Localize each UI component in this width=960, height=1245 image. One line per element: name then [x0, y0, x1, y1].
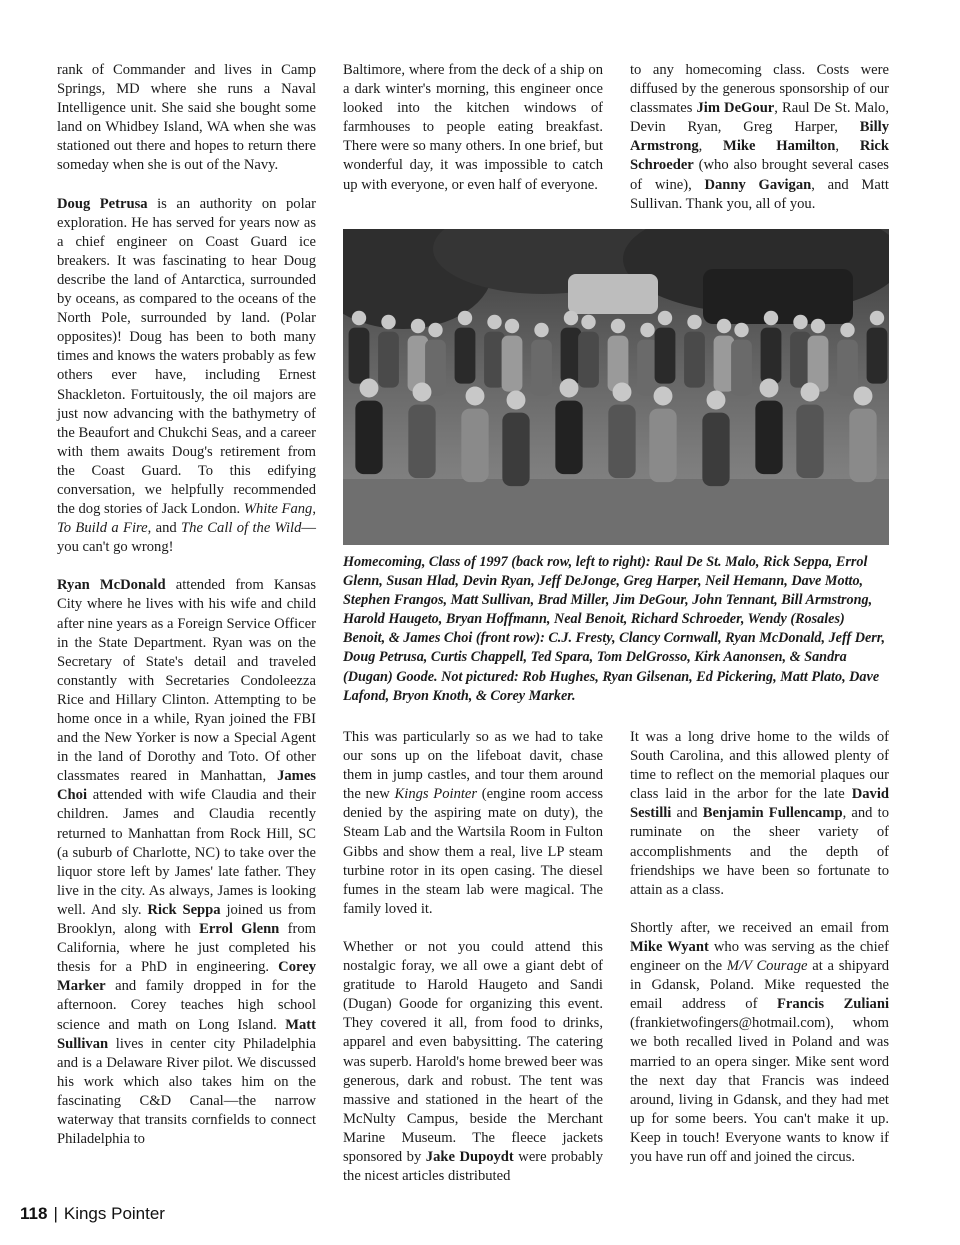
paragraph-text: attended with wife Claudia and their children. James and Claudia recently returned to Manhattan from Rock Hill, SC (a suburb of Charlotte, NC) to take over the liquor store left by James' late father. They live in the city. As always, James is looking well. And sly.	[57, 787, 316, 918]
paragraph-text: ,	[698, 138, 724, 155]
person-name: Danny Gavigan	[704, 176, 812, 193]
person-name: Ryan McDonald	[57, 577, 166, 594]
paragraph-text: , Raul De St. Malo, Devin Ryan, Greg Harper,	[630, 100, 889, 136]
publication-name: Kings Pointer	[63, 1204, 165, 1223]
person-figure-body	[502, 413, 529, 487]
person-figure-head	[707, 391, 726, 410]
person-figure-head	[793, 315, 807, 329]
paragraph-text: who was serving as the chief engineer on the	[630, 938, 889, 975]
footer-separator: |	[53, 1204, 58, 1223]
person-figure-head	[458, 311, 472, 325]
book-title: The Call of the Wild	[181, 520, 302, 537]
right-column-top	[630, 61, 889, 214]
person-figure-body	[649, 409, 676, 483]
paragraph-text: and family dropped in for the afternoon. Corey teaches high school science and math on Long Island.	[57, 978, 316, 1033]
person-figure-body	[455, 328, 476, 384]
paragraph-text: attended from Kansas City where he lives with his wife and child after nine years as a Foreign Service Officer in the State Department. Ryan was on the Secretary of State's detail and traveled constantly with Secretaries Condoleezza Rice and Hillary Clinton. Attempting to be home once in a while, Ryan joined the FBI and the New Yorker is now a Special Agent in the land of Dorothy and Toto. Of other classmates reared in Manhattan,	[57, 577, 316, 785]
person-figure-body	[796, 405, 823, 479]
person-name: Billy Armstrong	[630, 119, 889, 155]
person-figure-head	[360, 379, 379, 398]
paragraph-text: Shortly after, we received an email from	[630, 919, 889, 936]
person-name: Errol Glenn	[199, 921, 280, 938]
person-figure-head	[801, 383, 820, 402]
paragraph-text: lives in center city Philadelphia and is a Delaware River pilot. We discussed his work which also takes him on the fascinating C&D Canal—the narrow waterway that transits cornfields to connect Philadelphia to	[57, 1035, 316, 1148]
page-number: 118	[20, 1204, 48, 1223]
article-paragraph	[630, 919, 889, 1167]
article-paragraph	[630, 61, 889, 214]
person-figure-body	[755, 401, 782, 475]
paragraph-text: at a shipyard in Gdansk, Poland. Mike requested the email address of	[630, 958, 889, 1013]
article-paragraph	[343, 728, 603, 919]
article-paragraph	[57, 576, 316, 1149]
left-column	[57, 61, 316, 1149]
caption-lead: Homecoming, Class of 1997 (back row, left to right):	[343, 554, 651, 570]
person-figure-head	[717, 319, 731, 333]
person-figure-head	[411, 319, 425, 333]
person-name: Rick Seppa	[147, 901, 221, 918]
article-paragraph	[343, 938, 603, 1186]
person-name: Rick Schroeder	[630, 138, 890, 174]
ship-name: M/V Courage	[726, 958, 808, 975]
person-figure-head	[352, 311, 366, 325]
person-name: Benjamin Fullencamp	[702, 805, 843, 822]
person-figure-body	[531, 340, 552, 396]
person-name: Mike Wyant	[630, 938, 709, 955]
article-paragraph	[57, 61, 316, 176]
person-figure-body	[849, 409, 876, 483]
person-figure-body	[555, 401, 582, 475]
person-figure-head	[687, 315, 701, 329]
person-figure-body	[378, 332, 399, 388]
paragraph-text: to any homecoming class. Costs were diffused by the generous sponsorship of our classmates	[630, 62, 889, 117]
person-figure-head	[611, 319, 625, 333]
paragraph-text: Baltimore, where from the deck of a ship on a dark winter's morning, this engineer once looked into the kitchen windows of farmhouses to people eating breakfast. There were so many others. In one brief, but wonderful day, it was impossible to catch up with everyone, or even half of everyone.	[343, 62, 603, 193]
person-figure-head	[428, 323, 442, 337]
person-figure-body	[731, 340, 752, 396]
paragraph-text: , and to ruminate on the sheer variety of accomplishments and the depth of friendships we have been so fortunate to attain as a class.	[630, 805, 890, 898]
person-figure-body	[408, 405, 435, 479]
group-photo-illustration	[343, 229, 889, 545]
photo-caption	[343, 553, 889, 706]
person-figure-head	[854, 387, 873, 406]
person-figure-head	[413, 383, 432, 402]
paragraph-text: , and Matt Sullivan. Thank you, all of you.	[630, 176, 889, 212]
paragraph-text: —you can't go wrong!	[57, 520, 316, 556]
person-figure-head	[658, 311, 672, 325]
person-figure-head	[640, 323, 654, 337]
person-name: David Sestilli	[630, 786, 889, 822]
paragraph-text: (frankietwofingers@hotmail.com), whom we both recalled lived in Poland and was married to an opera singer. Mike sent word the next day that Francis was indeed around, living in Gdansk, and they had met up for some beers. You can't make it up. Keep in touch! Everyone wants to know if you have run off and joined the circus.	[630, 1015, 889, 1165]
person-name: Jim DeGour	[696, 100, 775, 117]
article-paragraph	[630, 728, 889, 900]
person-figure-head	[654, 387, 673, 406]
person-name: Francis Zuliani	[777, 996, 889, 1013]
person-figure-body	[655, 328, 676, 384]
right-column-bottom	[630, 728, 889, 1167]
paragraph-text: is an authority on polar exploration. He has served for years now as a chief engineer on Coast Guard ice breakers. It was fascinating to hear Doug describe the land of Antarctica, surrounded by oceans, as compared to the oceans of the North Pole, surrounded by land. (Polar opposites)! Doug has been to both many times and knows the waters probably as few others ever have, including Ernest Shackleton. Fortuitously, the oil majors are just now advancing with the bathymetry of the Beaufort and Chukchi Seas, and a career with them awaits Doug's retirement from the Coast Guard. To this edifying conversation, we helpfully recommended the dog stories of Jack London.	[57, 195, 316, 518]
person-figure-head	[564, 311, 578, 325]
paragraph-text: ,	[312, 501, 317, 518]
paragraph-text: and	[671, 805, 703, 822]
person-figure-head	[581, 315, 595, 329]
page-footer	[20, 1204, 165, 1224]
person-figure-body	[684, 332, 705, 388]
magazine-title: Kings Pointer	[394, 786, 478, 803]
person-figure-body	[349, 328, 370, 384]
book-title: To Build a Fire	[57, 520, 148, 537]
paragraph-text: (engine room access denied by the aspiring mate on duty), the Steam Lab and the Wartsila Room in Fulton Gibbs and show them a real, live LP steam turbine rotor in its open casing. The diesel fumes in the steam lab were magical. The family loved it.	[343, 786, 603, 917]
person-figure-head	[870, 311, 884, 325]
person-figure-head	[381, 315, 395, 329]
person-figure-head	[466, 387, 485, 406]
paragraph-text: (who also brought several cases of wine),	[630, 157, 889, 193]
article-paragraph	[57, 195, 316, 558]
paragraph-text: rank of Commander and lives in Camp Springs, MD where she runs a Naval Intelligence unit. She said she bought some land on Whidbey Island, WA when she was stationed out there and hopes to return there someday when she is out of the Navy.	[57, 62, 316, 174]
paragraph-text: It was a long drive home to the wilds of South Carolina, and this allowed plenty of time to reflect on the memorial plaques our class laid in the arbor for the late	[630, 729, 889, 803]
person-figure-head	[811, 319, 825, 333]
person-figure-head	[613, 383, 632, 402]
paragraph-text: joined us from Brooklyn, along with	[57, 901, 316, 938]
person-name: James Choi	[57, 768, 316, 804]
group-photo	[343, 229, 889, 545]
paragraph-text: from California, where he just completed his thesis for a PhD in engineering.	[57, 921, 316, 976]
paragraph-text: , and	[147, 520, 182, 537]
person-name: Mike Hamilton	[723, 138, 836, 155]
person-figure-head	[734, 323, 748, 337]
person-figure-body	[355, 401, 382, 475]
paragraph-text: ,	[835, 138, 860, 155]
person-figure-head	[760, 379, 779, 398]
middle-column-bottom	[343, 728, 603, 1186]
book-title: White Fang	[243, 501, 313, 518]
person-figure-body	[578, 332, 599, 388]
person-figure-body	[837, 340, 858, 396]
paragraph-text: were probably the nicest articles distributed	[343, 1148, 604, 1185]
person-figure-body	[502, 336, 523, 392]
person-name: Corey Marker	[57, 959, 316, 995]
middle-column-top	[343, 61, 603, 195]
person-figure-head	[764, 311, 778, 325]
person-figure-head	[840, 323, 854, 337]
person-figure-body	[761, 328, 782, 384]
article-paragraph	[343, 61, 603, 195]
person-name: Matt Sullivan	[57, 1016, 316, 1052]
person-figure-head	[505, 319, 519, 333]
person-figure-head	[507, 391, 526, 410]
person-figure-head	[487, 315, 501, 329]
person-figure-head	[560, 379, 579, 398]
paragraph-text: Whether or not you could attend this nostalgic foray, we all owe a giant debt of gratitude to Harold Haugeto and Sandi (Dugan) Goode for organizing this event. They covered it all, from food to drinks, apparel and even babysitting. The catering was superb. Harold's home brewed beer was generous, dark and robust. The tent was massive and stationed in the heart of the McNulty Campus, beside the Merchant Marine Museum. The fleece jackets sponsored by	[343, 938, 603, 1165]
person-figure-body	[867, 328, 888, 384]
person-figure-head	[534, 323, 548, 337]
person-name: Doug Petrusa	[57, 195, 148, 212]
person-figure-body	[702, 413, 729, 487]
person-figure-body	[608, 405, 635, 479]
person-name: Jake Dupoydt	[425, 1148, 514, 1165]
paragraph-text: This was particularly so as we had to take our sons up on the lifeboat davit, chase them in jump castles, and tour them around the new	[343, 729, 603, 803]
person-figure-body	[461, 409, 488, 483]
caption-names: Raul De St. Malo, Rick Seppa, Errol Glenn, Susan Hlad, Devin Ryan, Jeff DeJonge, Greg Harper, Neil Hemann, Dave Motto, Stephen Frangos, Matt Sullivan, Brad Miller, Jim DeGour, John Tennant, Bill Armstrong, Harold Haugeto, Bryan Hoffmann, Neal Benoit, Richard Schroeder, Wendy (Rosales) Benoit, & James Choi (front row): C.J. Fresty, Clancy Cornwall, Ryan McDonald, Jeff Derr, Doug Petrusa, Curtis Chappell, Ted Spara, Tom DelGrosso, Kirk Aanonsen, & Sandra (Dugan) Goode. Not pictured: Rob Hughes, Ryan Gilsenan, Ed Pickering, Matt Plato, Dave Lafond, Bryon Knoth, & Corey Marker.	[343, 554, 886, 704]
